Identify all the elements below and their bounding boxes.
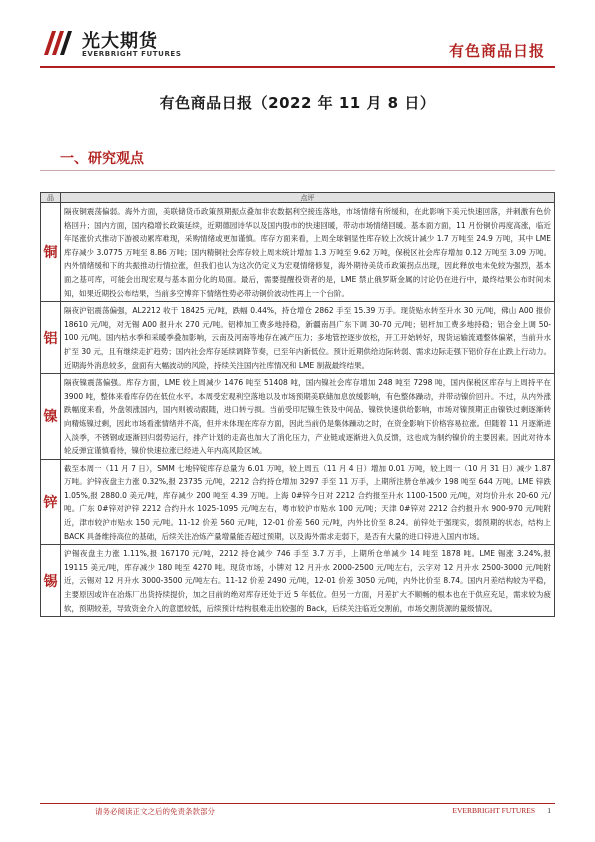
logo-text-en: EVERBRIGHT FUTURES <box>82 50 182 58</box>
commentary-copper: 隔夜铜震荡偏弱。海外方面，美联储货币政策预期振点叠加非农数据利空接连落地，市场情绪有所缓和，在此影响下美元快速回落，并刺激有色价格回升；国内方面，国内稳增长政策延续，近期德园诗华以及国内股市的快速回暖，带动市场情绪回暖。基本面方面，11 月份铜价再度高涨，临近年尾涨价式推动下游被动累库难现，采购情绪或更加谨慎。库存方面来看，上周全球铜显性库存较上次统计减少 1.7 万吨至 24.9 万吨，其中 LME 库存减少 3.0775 万吨至 8.86 万吨；国内精铜社会库存较上周末统计增加 1.3 万吨至 9.62 万吨，保税区社会库存增加 0.12 万吨至 3.09 万吨。内外情绪缓和下的共振推动行情拉涨，但我们也认为这次仍定义为宏观情绪修复，海外期待美货币政策拐点出现，因此释放电未免较为强烈，基本面之基可库，可能会出现宏观与基本面分化的局面。最后，需要提醒投资者的是，LME 禁止俄罗斯金属的讨论仍在进行中，最终结果公布时间未知，如果近期投公布结果，当前多空博弈下情绪性势必带动铜价波动性再上一个台阶。 <box>64 207 551 298</box>
logo-text-cn: 光大期货 <box>82 31 158 52</box>
table-row-zinc <box>41 460 554 546</box>
section-divider <box>40 170 555 171</box>
metal-label-copper: 铜 <box>41 203 61 301</box>
commentary-zinc: 截至本周一（11 月 7 日），SMM 七地锌锭库存总量为 6.01 万吨，较上周五（11 月 4 日）增加 0.01 万吨，较上周一（10 月 31 日）减少 1.87 万吨。沪锌夜盘主力涨 0.32%,报 23735 元/吨，2212 合约持仓增加 3297 手至 11 万手，上期所注册仓单减少 198 吨至 644 万吨。LME 锌跌 1.05%,报 2880.0 美元/吨，库存减少 200 吨至 4.39 万吨。上海 0#锌今日对 2212 合约报至升水 1100-1500 元/吨，对均价升水 20-60 元/吨。广东 0#锌对沪锌 2212 合约升水 1025-1095 元/吨左右，粤市较沪市贴水 100 元/吨；天津 0#锌对 2212 合约报升水 900-970 元/吨附近，津市较沪市贴水 150 元/吨。11-12 价差 560 元/吨，12-01 价差 560 元/吨，内外比价至 8.24。前锌处于强现实，弱预期的状态，结构上 BACK 具备维持高位的基础，后续关注冶炼产量增量能否超过预期，以及海外需求走弱下，是否有大量的进口锌进入国内市场。 <box>64 463 551 541</box>
table-row-nickel <box>41 374 554 460</box>
footer-divider <box>40 803 555 804</box>
metal-label-tin: 锡 <box>41 545 61 616</box>
header-cell-comment: 点评 <box>300 194 315 202</box>
table-row-copper <box>41 203 554 302</box>
table-row-tin <box>41 545 554 616</box>
commentary-nickel: 隔夜镍震荡偏强。库存方面，LME 较上周减少 1476 吨至 51408 吨，国内镍社会库存增加 248 吨至 7298 吨，国内保税区库存与上周持平在 3900 吨，整体来看库存仍在低位水平。本周受宏观利空落地以及市场预期美联储加息放缓影响，有色整体躁动，并带动镍价回升。不过，从内外涨跌幅度来看，外盘领涨国内，国内则被动跟随，进口转亏损。当前受印尼镍生铁及中间品、镍铁快速供给影响，市场对镍预期正由镍铁过剩逐渐转向精炼镍过剩，因此市场看涨情绪并不高，但并未体现在库存方面，因此当前仍是集体躁动之时，在资金影响下价格容易拉涨。但随着 11 月逐渐进入淡季，不锈钢或逐渐回归弱势运行，排产计划的走高也加大了消化压力，产业链或逐渐进入负反馈，这也成为制约镍价的主要因素。因此对待本轮反弹宜谨慎看待，镍价快速拉涨已经进入年内高风险区域。 <box>64 378 551 456</box>
table-row-aluminum <box>41 302 554 374</box>
metal-label-aluminum: 铝 <box>41 302 61 373</box>
document-title: 有色商品日报（2022 年 11 月 8 日） <box>159 94 436 112</box>
page-number: 1 <box>547 806 551 815</box>
commentary-aluminum: 隔夜沪铝震荡偏强，AL2212 收于 18425 元/吨，跌幅 0.44%，持仓增仓 2862 手至 15.39 万手。现货贴水转至升水 30 元/吨，佛山 A00 报价 18610 元/吨，对无锡 A00 报升水 270 元/吨。铝棒加工费多地持稳，新疆南昌广东下调 30-70 元/吨；铝杆加工费多地持稳；铝合金上调 50-100 元/吨。国内枯水季和采暖季叠加影响，云南及河南等地存在减产压力；多地管控逐步放松，开工开始转好，现货运输流通整体偏紧，当前升水扩至 30 元，且有继续走扩趋势；国内社会库存延续调降节奏，已至年内新低位。预计近期供给边际转弱、需求边际走强下铝价存在止跌上行动力。近期海外消息较多，盘面有大幅波动的风险，持续关注国内社库情况和 LME 制裁最终结果。 <box>64 306 551 370</box>
page-header <box>0 0 595 70</box>
metal-label-nickel: 镍 <box>41 374 61 459</box>
header-divider <box>40 66 555 68</box>
company-logo <box>40 25 180 65</box>
commentary-tin: 沪锡夜盘主力涨 1.11%,报 167170 元/吨，2212 持仓减少 746 手至 3.7 万手，上期所仓单减少 14 吨至 1878 吨。LME 锡涨 3.24%,报 19115 美元/吨，库存减少 180 吨至 4270 吨。现货市场，小牌对 12 月升水 2000-2500 元/吨左右，云字对 12 月升水 2500-3000 元/吨附近，云锡对 12 月升水 3000-3500 元/吨左右。11-12 价差 2490 元/吨，12-01 价差 3050 元/吨，内外比价至 8.74。国内月差结构较为平稳，主要原因或许在冶炼厂出货持续提价，加之目前的绝对库存还处于近 5 年低位。但另一方面，月差扩大不顺畅的根本也在于供应充足，需求较为疲软，预期较差，导致资金介入的意愿较低，后续预计结构很难走出较强的 Back，后续关注临近交割前，市场交割货源的量级情况。 <box>64 549 551 613</box>
metal-label-zinc: 锌 <box>41 460 61 545</box>
footer-disclaimer: 请务必阅读正文之后的免责条款部分 <box>95 807 215 816</box>
header-cell-product: 品 <box>41 193 61 202</box>
commentary-table <box>40 192 555 617</box>
everbright-logo-icon <box>40 25 76 61</box>
header-title: 有色商品日报 <box>448 42 545 60</box>
section-title: 一、研究观点 <box>60 151 144 167</box>
footer-company: EVERBRIGHT FUTURES <box>452 806 535 815</box>
table-header <box>41 193 554 203</box>
